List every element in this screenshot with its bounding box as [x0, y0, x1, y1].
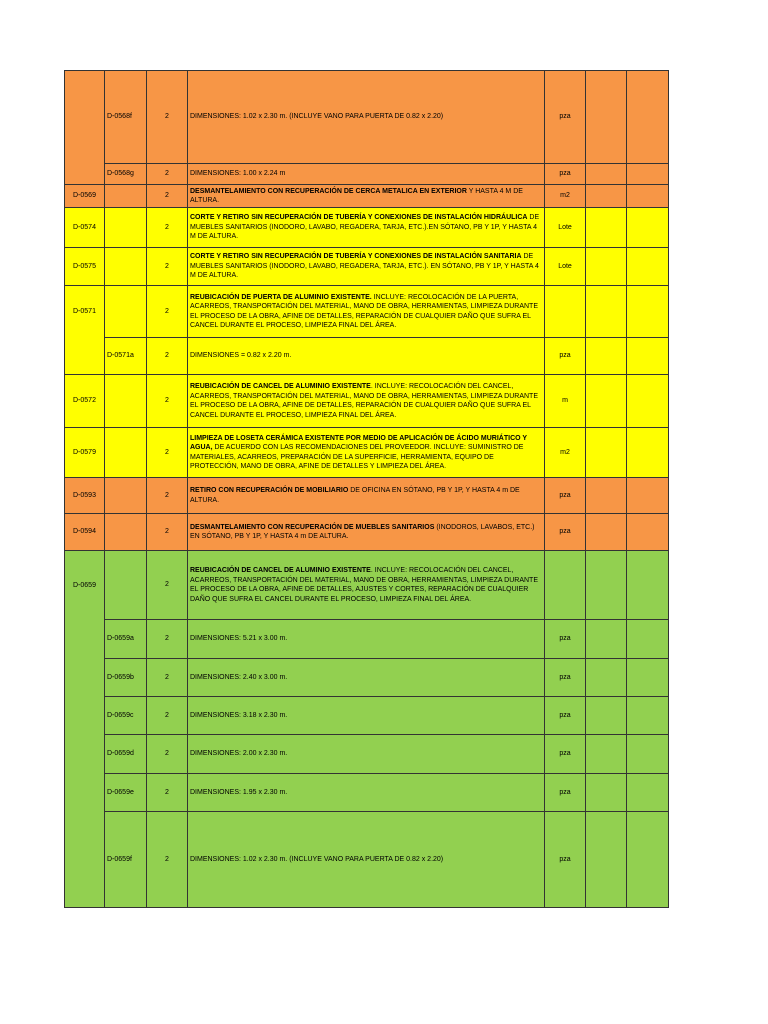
- table-row: [64, 208, 669, 248]
- sub-code-cell: [105, 248, 147, 286]
- description-body: (INODOROS, LAVABOS, ETC.) EN SÓTANO, PB Y 1P, Y HASTA 4 m DE ALTURA.: [190, 523, 535, 540]
- table-row: [64, 428, 669, 478]
- description-cell: [188, 208, 545, 248]
- unit-cell-text: Lote: [558, 262, 572, 270]
- empty-cell-2: [627, 208, 669, 248]
- item-code-cell: [64, 774, 105, 812]
- quantity-cell-text: 2: [165, 352, 169, 360]
- quantity-cell: [147, 375, 188, 428]
- description-title: REUBICACIÓN DE PUERTA DE ALUMINIO EXISTENTE.: [190, 293, 372, 301]
- unit-cell-text: pza: [559, 673, 571, 681]
- sub-code-cell: [105, 551, 147, 620]
- item-code-cell-text: D-0571: [73, 308, 96, 316]
- empty-cell-1: [586, 185, 627, 208]
- empty-cell-1: [586, 812, 627, 908]
- item-code-cell: [64, 697, 105, 735]
- description-body: DIMENSIONES: 5.21 x 3.00 m.: [190, 635, 288, 643]
- empty-cell-1: [586, 478, 627, 514]
- empty-cell-1: [586, 551, 627, 620]
- spreadsheet-table: [64, 70, 669, 908]
- unit-cell: [545, 620, 586, 659]
- sub-code-cell: [105, 514, 147, 551]
- unit-cell: [545, 514, 586, 551]
- description-title: LIMPIEZA DE LOSETA CERÁMICA EXISTENTE POR MEDIO DE APLICACIÓN DE ÁCIDO MURIÁTICO Y AGUA,: [190, 434, 527, 451]
- table-row: [64, 697, 669, 735]
- item-code-cell: [64, 735, 105, 774]
- description-cell: [188, 735, 545, 774]
- empty-cell-2: [627, 812, 669, 908]
- quantity-cell: [147, 286, 188, 338]
- description-body: DE OFICINA EN SÓTANO, PB Y 1P, Y HASTA 4 m DE ALTURA.: [190, 487, 520, 504]
- unit-cell: [545, 70, 586, 164]
- unit-cell: [545, 659, 586, 697]
- sub-code-cell: [105, 185, 147, 208]
- sub-code-cell-text: D-0659e: [107, 788, 134, 796]
- unit-cell-text: pza: [559, 170, 571, 178]
- item-code-cell: [64, 812, 105, 908]
- quantity-cell: [147, 620, 188, 659]
- quantity-cell-text: 2: [165, 307, 169, 315]
- description-cell: [188, 514, 545, 551]
- table-row: [64, 812, 669, 908]
- empty-cell-1: [586, 248, 627, 286]
- unit-cell-text: pza: [559, 750, 571, 758]
- description-cell: [188, 478, 545, 514]
- item-code-cell: [64, 620, 105, 659]
- quantity-cell-text: 2: [165, 711, 169, 719]
- quantity-cell: [147, 70, 188, 164]
- quantity-cell: [147, 774, 188, 812]
- quantity-cell: [147, 164, 188, 185]
- quantity-cell: [147, 551, 188, 620]
- description-cell: [188, 70, 545, 164]
- unit-cell-text: pza: [559, 788, 571, 796]
- unit-cell-text: pza: [559, 635, 571, 643]
- unit-cell: [545, 551, 586, 620]
- unit-cell-text: m2: [560, 192, 570, 200]
- empty-cell-2: [627, 478, 669, 514]
- description-body: DE MUEBLES SANITARIOS (INODORO, LAVABO, REGADERA, TARJA, ETC.). EN SÓTANO, PB Y 1P, Y HASTA 4 M DE ALTURA.: [190, 253, 539, 280]
- description-body: DIMENSIONES = 0.82 x 2.20 m.: [190, 352, 292, 360]
- table-row: [64, 774, 669, 812]
- quantity-cell-text: 2: [165, 262, 169, 270]
- sub-code-cell: [105, 428, 147, 478]
- description-title: CORTE Y RETIRO SIN RECUPERACIÓN DE TUBERÍA Y CONEXIONES DE INSTALACIÓN SANITARIA: [190, 253, 522, 261]
- quantity-cell: [147, 338, 188, 375]
- empty-cell-1: [586, 286, 627, 338]
- sub-code-cell: [105, 774, 147, 812]
- unit-cell-text: pza: [559, 352, 571, 360]
- item-code-cell: [64, 286, 105, 338]
- item-code-cell-text: D-0594: [73, 528, 96, 536]
- item-code-cell: [64, 428, 105, 478]
- table-row: [64, 514, 669, 551]
- unit-cell-text: pza: [559, 855, 571, 863]
- item-code-cell-text: D-0572: [73, 397, 96, 405]
- empty-cell-2: [627, 185, 669, 208]
- table-row: [64, 659, 669, 697]
- table-row: [64, 70, 669, 164]
- description-body: INCLUYE: RECOLOCACIÓN DE LA PUERTA, ACARREOS, TRANSPORTACIÓN DEL MATERIAL, MANO DE OBRA, HERRAMIENTAS, LIMPIEZA DURANTE EL PROCESO DE LA OBRA, AFINE DE DETALLES, REPARACIÓN DE CUALQUIER DAÑO QUE SUFRA EL CANCEL DURANTE EL PROCESO, LIMPIEZA FINAL DEL ÁREA.: [190, 293, 538, 329]
- empty-cell-1: [586, 70, 627, 164]
- description-cell: [188, 164, 545, 185]
- quantity-cell: [147, 248, 188, 286]
- quantity-cell-text: 2: [165, 223, 169, 231]
- description-title: DESMANTELAMIENTO CON RECUPERACIÓN DE MUEBLES SANITARIOS: [190, 523, 435, 531]
- description-cell: [188, 774, 545, 812]
- empty-cell-1: [586, 428, 627, 478]
- quantity-cell-text: 2: [165, 192, 169, 200]
- item-code-cell: [64, 514, 105, 551]
- item-code-cell: [64, 338, 105, 375]
- quantity-cell-text: 2: [165, 397, 169, 405]
- unit-cell: [545, 774, 586, 812]
- table-row: [64, 164, 669, 185]
- description-cell: [188, 338, 545, 375]
- sub-code-cell-text: D-0568g: [107, 170, 134, 178]
- empty-cell-2: [627, 286, 669, 338]
- empty-cell-2: [627, 735, 669, 774]
- quantity-cell: [147, 185, 188, 208]
- sub-code-cell: [105, 697, 147, 735]
- quantity-cell-text: 2: [165, 750, 169, 758]
- unit-cell: [545, 208, 586, 248]
- description-cell: [188, 620, 545, 659]
- sub-code-cell-text: D-0568f: [107, 113, 132, 121]
- sub-code-cell-text: D-0659b: [107, 673, 134, 681]
- sub-code-cell-text: D-0659a: [107, 635, 134, 643]
- description-body: DIMENSIONES: 1.95 x 2.30 m.: [190, 788, 288, 796]
- description-cell: [188, 551, 545, 620]
- item-code-cell: [64, 659, 105, 697]
- description-body: . INCLUYE: RECOLOCACIÓN DEL CANCEL, ACARREOS, TRANSPORTACIÓN DEL MATERIAL, MANO DE OBRA, HERRAMIENTAS, LIMPIEZA DURANTE EL PROCESO DE LA OBRA, AFINE DE DETALLES, REPARACIÓN DE CUALQUIER DAÑO QUE SUFRA EL CANCEL DURANTE EL PROCESO, LIMPIEZA FINAL DEL ÁREA.: [190, 383, 538, 419]
- item-code-cell-text: D-0579: [73, 448, 96, 456]
- unit-cell: [545, 185, 586, 208]
- description-cell: [188, 428, 545, 478]
- empty-cell-2: [627, 375, 669, 428]
- sub-code-cell: [105, 375, 147, 428]
- quantity-cell-text: 2: [165, 581, 169, 589]
- item-code-cell-text: D-0575: [73, 262, 96, 270]
- sub-code-cell-text: D-0571a: [107, 352, 134, 360]
- item-code-cell: [64, 551, 105, 620]
- table-row: [64, 551, 669, 620]
- item-code-cell-text: D-0569: [73, 192, 96, 200]
- description-cell: [188, 286, 545, 338]
- unit-cell: [545, 375, 586, 428]
- description-body: . INCLUYE: RECOLOCACIÓN DEL CANCEL, ACARREOS, TRANSPORTACIÓN DEL MATERIAL, MANO DE OBRA, HERRAMIENTAS, LIMPIEZA DURANTE EL PROCESO DE LA OBRA, AFINE DE DETALLES, AJUSTES Y CORTES, REPARACIÓN DE CUALQUIER DAÑO QUE SUFRA EL CANCEL DURANTE EL PROCESO, LIMPIEZA FINAL DEL ÁREA.: [190, 567, 538, 603]
- description-title: CORTE Y RETIRO SIN RECUPERACIÓN DE TUBERÍA Y CONEXIONES DE INSTALACIÓN HIDRÁULICA: [190, 214, 528, 222]
- table-row: [64, 185, 669, 208]
- description-cell: [188, 697, 545, 735]
- item-code-cell: [64, 478, 105, 514]
- empty-cell-1: [586, 659, 627, 697]
- empty-cell-1: [586, 338, 627, 375]
- quantity-cell: [147, 208, 188, 248]
- description-title: REUBICACIÓN DE CANCEL DE ALUMINIO EXISTENTE: [190, 383, 371, 390]
- sub-code-cell-text: D-0659f: [107, 855, 132, 863]
- empty-cell-1: [586, 774, 627, 812]
- description-title: REUBICACIÓN DE CANCEL DE ALUMINIO EXISTENTE: [190, 567, 371, 574]
- description-body: DIMENSIONES: 1.02 x 2.30 m. (INCLUYE VANO PARA PUERTA DE 0.82 x 2.20): [190, 113, 444, 121]
- item-code-cell-text: D-0659: [73, 581, 96, 589]
- unit-cell-text: m: [562, 397, 568, 405]
- empty-cell-1: [586, 208, 627, 248]
- sub-code-cell: [105, 208, 147, 248]
- unit-cell: [545, 286, 586, 338]
- empty-cell-2: [627, 428, 669, 478]
- item-code-cell: [64, 70, 105, 164]
- description-body: DIMENSIONES: 2.00 x 2.30 m.: [190, 750, 288, 758]
- description-body: DIMENSIONES: 2.40 x 3.00 m.: [190, 673, 288, 681]
- quantity-cell-text: 2: [165, 491, 169, 499]
- empty-cell-2: [627, 248, 669, 286]
- empty-cell-1: [586, 735, 627, 774]
- sub-code-cell: [105, 812, 147, 908]
- sub-code-cell: [105, 70, 147, 164]
- sub-code-cell-text: D-0659d: [107, 750, 134, 758]
- quantity-cell-text: 2: [165, 448, 169, 456]
- empty-cell-2: [627, 551, 669, 620]
- empty-cell-1: [586, 375, 627, 428]
- quantity-cell: [147, 478, 188, 514]
- description-body: DE MUEBLES SANITARIOS (INODORO, LAVABO, REGADERA, TARJA, ETC.).EN SÓTANO, PB Y 1P, Y HASTA 4 M DE ALTURA.: [190, 214, 540, 241]
- item-code-cell: [64, 208, 105, 248]
- description-cell: [188, 375, 545, 428]
- table-row: [64, 248, 669, 286]
- description-cell: [188, 248, 545, 286]
- quantity-cell-text: 2: [165, 673, 169, 681]
- quantity-cell-text: 2: [165, 528, 169, 536]
- item-code-cell: [64, 164, 105, 185]
- empty-cell-2: [627, 338, 669, 375]
- unit-cell: [545, 735, 586, 774]
- unit-cell: [545, 338, 586, 375]
- empty-cell-1: [586, 697, 627, 735]
- unit-cell: [545, 478, 586, 514]
- quantity-cell: [147, 514, 188, 551]
- table-row: [64, 286, 669, 338]
- sub-code-cell: [105, 659, 147, 697]
- empty-cell-1: [586, 620, 627, 659]
- table-row: [64, 338, 669, 375]
- description-cell: [188, 185, 545, 208]
- quantity-cell-text: 2: [165, 170, 169, 178]
- unit-cell-text: pza: [559, 711, 571, 719]
- table-row: [64, 375, 669, 428]
- empty-cell-2: [627, 697, 669, 735]
- sub-code-cell: [105, 164, 147, 185]
- item-code-cell: [64, 375, 105, 428]
- quantity-cell: [147, 428, 188, 478]
- sub-code-cell: [105, 286, 147, 338]
- empty-cell-2: [627, 514, 669, 551]
- unit-cell: [545, 697, 586, 735]
- sub-code-cell: [105, 735, 147, 774]
- table-row: [64, 478, 669, 514]
- unit-cell: [545, 164, 586, 185]
- unit-cell-text: m2: [560, 448, 570, 456]
- unit-cell-text: Lote: [558, 223, 572, 231]
- empty-cell-2: [627, 774, 669, 812]
- description-title: RETIRO CON RECUPERACIÓN DE MOBILIARIO: [190, 487, 349, 494]
- table-row: [64, 735, 669, 774]
- quantity-cell-text: 2: [165, 113, 169, 121]
- unit-cell-text: pza: [559, 528, 571, 536]
- unit-cell: [545, 812, 586, 908]
- quantity-cell-text: 2: [165, 635, 169, 643]
- item-code-cell: [64, 185, 105, 208]
- unit-cell: [545, 248, 586, 286]
- description-body: DIMENSIONES: 3.18 x 2.30 m.: [190, 711, 288, 719]
- table-row: [64, 620, 669, 659]
- description-body: DIMENSIONES: 1.00 x 2.24 m: [190, 170, 286, 178]
- description-body: DIMENSIONES: 1.02 x 2.30 m. (INCLUYE VANO PARA PUERTA DE 0.82 x 2.20): [190, 855, 444, 863]
- sub-code-cell: [105, 338, 147, 375]
- quantity-cell: [147, 812, 188, 908]
- quantity-cell: [147, 697, 188, 735]
- quantity-cell: [147, 735, 188, 774]
- unit-cell-text: pza: [559, 113, 571, 121]
- description-body: DE ACUERDO CON LAS RECOMENDACIONES DEL PROVEEDOR. INCLUYE: SUMINISTRO DE MATERIALES, ACARREOS, PREPARACIÓN DE LA SUPERFICIE, HERRAMIENTA, EQUIPO DE PROTECCIÓN, MANO DE OBRA, AFINE DE DETALLES Y LIMPIEZA DEL ÁREA.: [190, 444, 524, 470]
- sub-code-cell: [105, 620, 147, 659]
- unit-cell: [545, 428, 586, 478]
- quantity-cell-text: 2: [165, 788, 169, 796]
- quantity-cell-text: 2: [165, 855, 169, 863]
- empty-cell-2: [627, 164, 669, 185]
- quantity-cell: [147, 659, 188, 697]
- description-body: Y HASTA 4 M DE ALTURA.: [190, 187, 523, 204]
- item-code-cell-text: D-0574: [73, 223, 96, 231]
- empty-cell-2: [627, 70, 669, 164]
- empty-cell-2: [627, 659, 669, 697]
- description-cell: [188, 812, 545, 908]
- sub-code-cell-text: D-0659c: [107, 711, 134, 719]
- unit-cell-text: pza: [559, 491, 571, 499]
- description-cell: [188, 659, 545, 697]
- description-title: DESMANTELAMIENTO CON RECUPERACIÓN DE CERCA METALICA EN EXTERIOR: [190, 187, 467, 195]
- empty-cell-1: [586, 164, 627, 185]
- item-code-cell: [64, 248, 105, 286]
- empty-cell-2: [627, 620, 669, 659]
- item-code-cell-text: D-0593: [73, 491, 96, 499]
- empty-cell-1: [586, 514, 627, 551]
- sub-code-cell: [105, 478, 147, 514]
